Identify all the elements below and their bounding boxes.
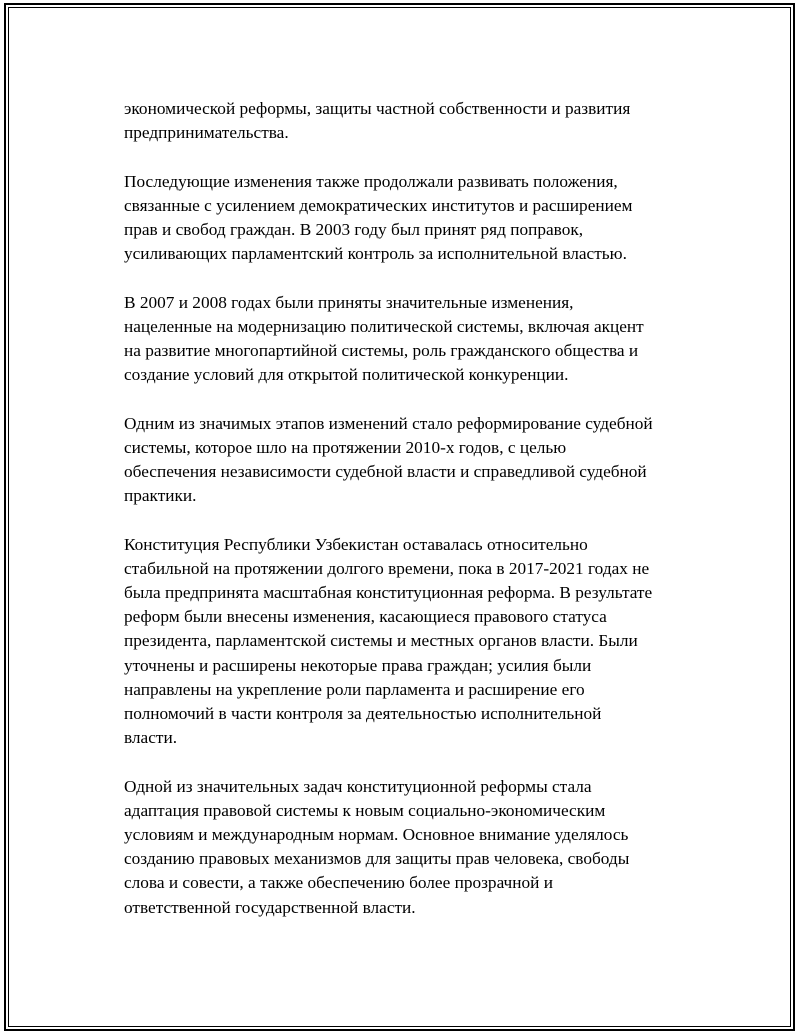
text-line: прав и свобод граждан. В 2003 году был принят ряд поправок, bbox=[124, 220, 584, 239]
paragraph-4 bbox=[124, 412, 714, 509]
paragraph-2 bbox=[124, 170, 714, 267]
text-line: созданию правовых механизмов для защиты прав человека, свободы bbox=[124, 849, 630, 869]
text-line: на развитие многопартийной системы, роль гражданского общества и bbox=[124, 341, 639, 360]
text-line: Одной из значительных задач конституционной реформы стала bbox=[124, 776, 592, 796]
paragraph-5 bbox=[124, 533, 714, 751]
text-line: президента, парламентской системы и местных органов власти. Были bbox=[124, 631, 638, 651]
text-line: предпринимательства. bbox=[124, 123, 289, 143]
text-line: власти. bbox=[124, 728, 178, 748]
text-line: стабильной на протяжении долгого времени, пока в 2017-2021 годах не bbox=[124, 558, 650, 578]
text-line: направлены на укрепление роли парламента и расширение его bbox=[124, 679, 585, 699]
text-line: ответственной государственной власти. bbox=[124, 897, 416, 917]
text-line: реформ были внесены изменения, касающиеся правового статуса bbox=[124, 607, 607, 627]
text-line: усиливающих парламентский контроль за исполнительной властью. bbox=[124, 244, 627, 264]
text-line: связанные с усилением демократических институтов и расширением bbox=[124, 195, 633, 215]
document-body bbox=[124, 97, 714, 944]
text-line: адаптация правовой системы к новым социально-экономическим bbox=[124, 800, 606, 820]
text-line: полномочий в части контроля за деятельностью исполнительной bbox=[124, 704, 602, 724]
text-line: была предпринята масштабная конституционная реформа. В результате bbox=[124, 583, 653, 602]
text-line: Одним из значимых этапов изменений стало реформирование судебной bbox=[124, 413, 653, 433]
text-line: уточнены и расширены некоторые права граждан; усилия были bbox=[124, 655, 592, 675]
text-line: слова и совести, а также обеспечению более прозрачной и bbox=[124, 873, 553, 893]
text-line: экономической реформы, защиты частной собственности и развития bbox=[124, 99, 631, 118]
text-line: системы, которое шло на протяжении 2010-х годов, с целью bbox=[124, 437, 567, 457]
paragraph-6 bbox=[124, 775, 714, 920]
text-line: практики. bbox=[124, 486, 197, 506]
paragraph-1 bbox=[124, 97, 714, 145]
page-border bbox=[4, 3, 795, 1031]
text-line: нацеленные на модернизацию политической системы, включая акцент bbox=[124, 316, 644, 336]
text-line: Конституция Республики Узбекистан оставалась относительно bbox=[124, 534, 588, 554]
paragraph-3 bbox=[124, 291, 714, 388]
text-line: условиям и международным нормам. Основное внимание уделялось bbox=[124, 825, 629, 845]
text-line: В 2007 и 2008 годах были приняты значительные изменения, bbox=[124, 292, 574, 312]
text-line: обеспечения независимости судебной власти и справедливой судебной bbox=[124, 462, 647, 481]
text-line: Последующие изменения также продолжали развивать положения, bbox=[124, 171, 618, 191]
text-line: создание условий для открытой политической конкуренции. bbox=[124, 365, 569, 385]
